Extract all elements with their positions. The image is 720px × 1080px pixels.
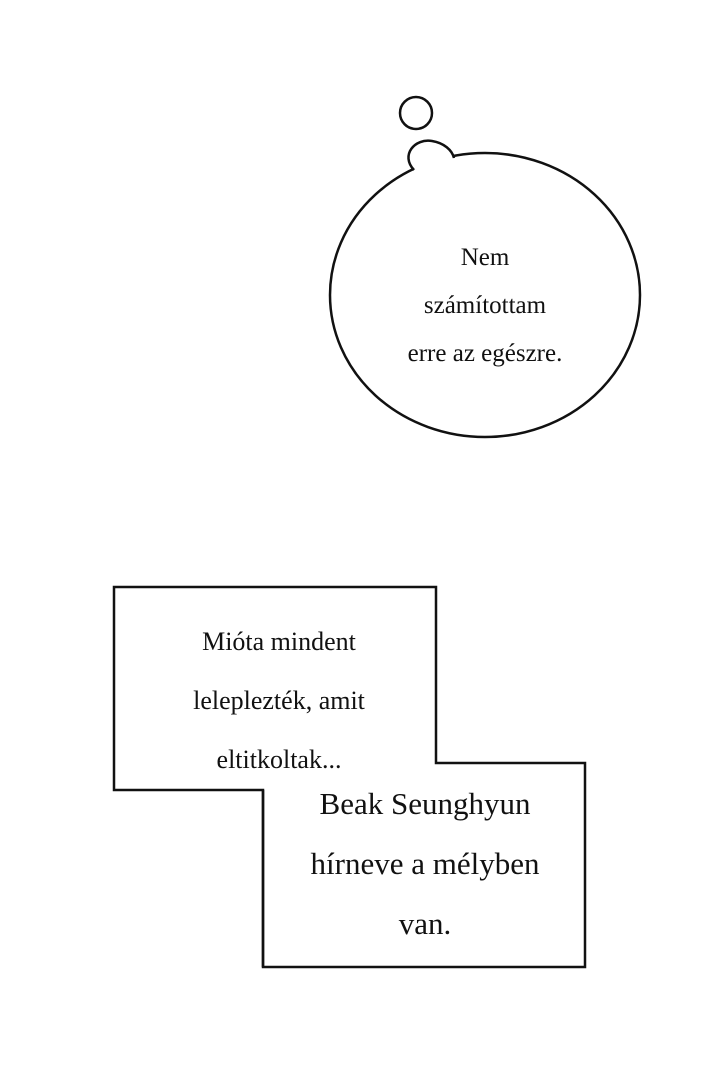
narration-2-line-2: hírneve a mélyben [310,846,540,881]
thought-bubble-text [384,234,586,378]
narration-1-line-2: leleplezték, amit [193,686,365,715]
narration-2-line-3: van. [398,906,452,941]
thought-line-3: erre az egészre. [407,340,563,367]
narration-box-1-text [118,612,440,789]
narration-1-line-3: eltitkoltak... [216,745,342,774]
narration-2-line-1: Beak Seunghyun [319,786,531,821]
thought-trail-circle-small [400,97,432,129]
thought-line-2: számítottam [423,292,547,319]
thought-line-1: Nem [460,244,510,271]
narration-1-line-1: Mióta mindent [202,627,356,656]
narration-box-2-text [266,774,584,954]
